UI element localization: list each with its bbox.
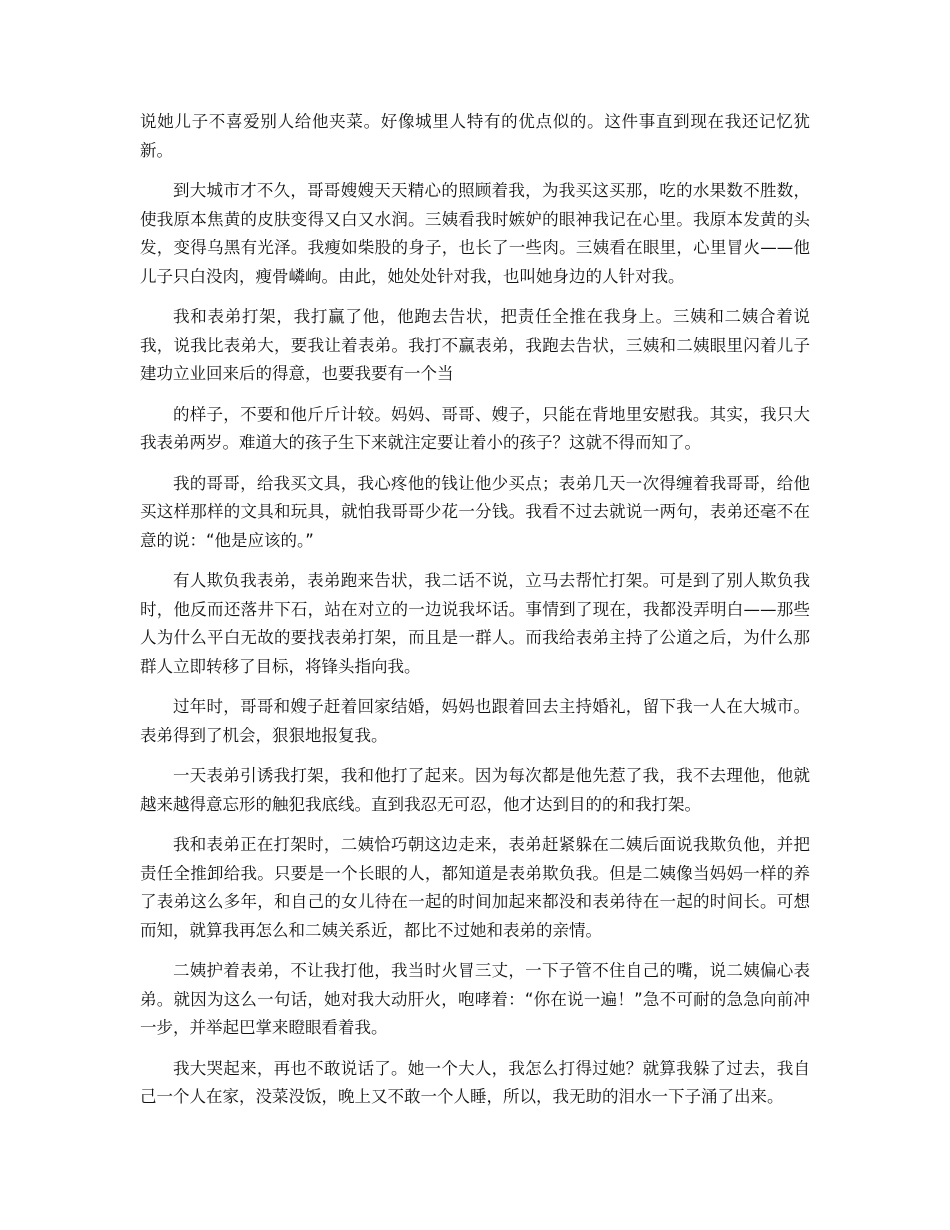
paragraph-1: 说她儿子不喜爱别人给他夹菜。好像城里人特有的优点似的。这件事直到现在我还记忆犹新。 [140,112,810,160]
paragraph-11: 我大哭起来，再也不敢说话了。她一个大人，我怎么打得过她？就算我躲了过去，我自己一个人在家，没菜没饭，晚上又不敢一个人睡，所以，我无助的泪水一下子涌了出来。 [140,1058,810,1106]
paragraph-5: 我的哥哥，给我买文具，我心疼他的钱让他少买点；表弟几天一次得缠着我哥哥，给他买这样那样的文具和玩具，就怕我哥哥少花一分钱。我看不过去就说一两句，表弟还毫不在意的说：“他是应该的。” [140,473,810,550]
paragraph-3: 我和表弟打架，我打赢了他，他跑去告状，把责任全推在我身上。三姨和二姨合着说我，说我比表弟大，要我让着表弟。我打不赢表弟，我跑去告状，三姨和二姨眼里闪着儿子建功立业回来后的得意，也要我要有一个当 [140,307,810,383]
paragraph-7: 过年时，哥哥和嫂子赶着回家结婚，妈妈也跟着回去主持婚礼，留下我一人在大城市。表弟得到了机会，狠狠地报复我。 [140,697,810,745]
paragraph-6: 有人欺负我表弟，表弟跑来告状，我二话不说，立马去帮忙打架。可是到了别人欺负我时，他反而还落井下石，站在对立的一边说我坏话。事情到了现在，我都没弄明白——那些人为什么平白无故的要找表弟打架，而且是一群人。而我给表弟主持了公道之后，为什么那群人立即转移了目标，将锋头指向我。 [140,571,810,676]
paragraph-10: 二姨护着表弟，不让我打他，我当时火冒三丈，一下子管不住自己的嘴，说二姨偏心表弟。就因为这么一句话，她对我大动肝火，咆哮着：“你在说一遍！”急不可耐的急急向前冲一步，并举起巴掌来瞪眼看着我。 [140,961,810,1037]
paragraph-8: 一天表弟引诱我打架，我和他打了起来。因为每次都是他先惹了我，我不去理他，他就越来越得意忘形的触犯我底线。直到我忍无可忍，他才达到目的的和我打架。 [140,766,810,814]
paragraph-9: 我和表弟正在打架时，二姨恰巧朝这边走来，表弟赶紧躲在二姨后面说我欺负他，并把责任全推卸给我。只要是一个长眼的人，都知道是表弟欺负我。但是二姨像当妈妈一样的养了表弟这么多年，和自己的女儿待在一起的时间加起来都没和表弟待在一起的时间长。可想而知，就算我再怎么和二姨关系近，都比不过她和表弟的亲情。 [140,835,810,940]
paragraph-2: 到大城市才不久，哥哥嫂嫂天天精心的照顾着我，为我买这买那，吃的水果数不胜数，使我原本焦黄的皮肤变得又白又水润。三姨看我时嫉妒的眼神我记在心里。我原本发黄的头发，变得乌黑有光泽。我瘦如柴股的身子，也长了一些肉。三姨看在眼里，心里冒火——他儿子只白没肉，瘦骨嶙峋。由此，她处处针对我，也叫她身边的人针对我。 [140,181,810,286]
paragraph-4: 的样子，不要和他斤斤计较。妈妈、哥哥、嫂子，只能在背地里安慰我。其实，我只大我表弟两岁。难道大的孩子生下来就注定要让着小的孩子？这就不得而知了。 [140,404,810,452]
document-body [140,108,810,1124]
